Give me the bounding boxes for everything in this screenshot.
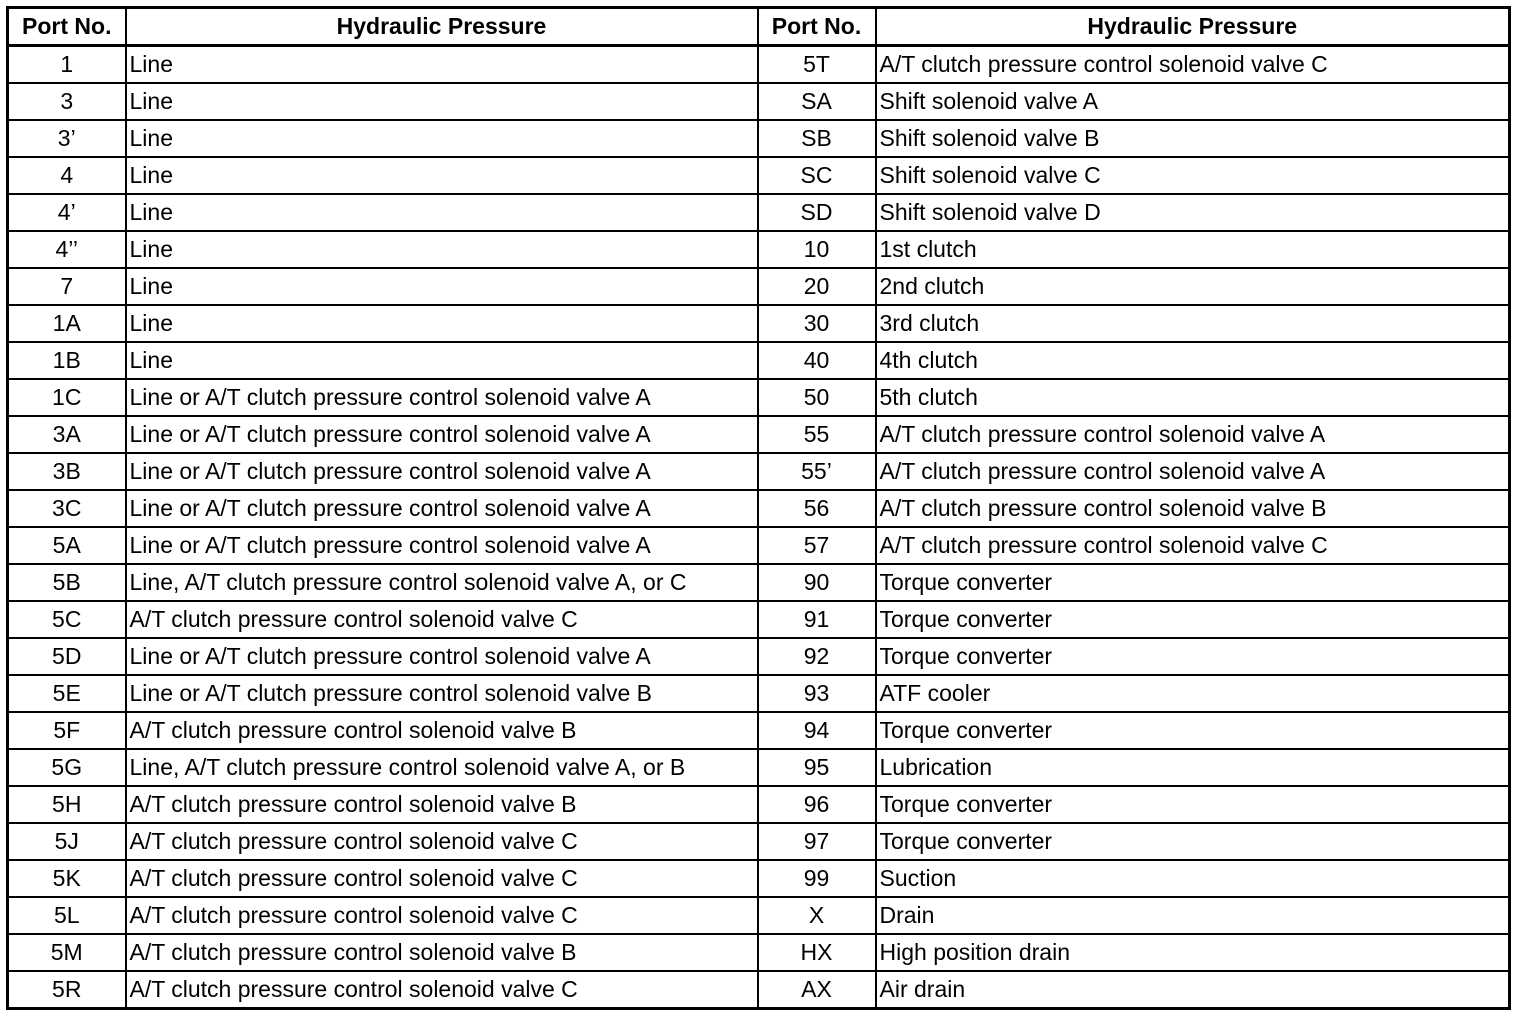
port-number-right: 95 xyxy=(758,749,876,786)
port-number-right: 55’ xyxy=(758,453,876,490)
port-number-right: 10 xyxy=(758,231,876,268)
hydraulic-pressure-left: A/T clutch pressure control solenoid valve B xyxy=(126,712,758,749)
hydraulic-pressure-left: Line or A/T clutch pressure control solenoid valve A xyxy=(126,638,758,675)
hydraulic-pressure-left: A/T clutch pressure control solenoid valve C xyxy=(126,601,758,638)
table-row xyxy=(8,231,1510,268)
hydraulic-pressure-right: Shift solenoid valve C xyxy=(876,157,1510,194)
port-number-left: 5E xyxy=(8,675,126,712)
port-number-left: 7 xyxy=(8,268,126,305)
table-row xyxy=(8,971,1510,1009)
port-number-right: 99 xyxy=(758,860,876,897)
table-row xyxy=(8,194,1510,231)
port-number-left: 5C xyxy=(8,601,126,638)
table-row xyxy=(8,120,1510,157)
port-number-left: 3C xyxy=(8,490,126,527)
hydraulic-pressure-left: Line, A/T clutch pressure control solenoid valve A, or B xyxy=(126,749,758,786)
hydraulic-pressure-right: Torque converter xyxy=(876,564,1510,601)
hydraulic-pressure-left: Line or A/T clutch pressure control solenoid valve A xyxy=(126,527,758,564)
hydraulic-pressure-right: 4th clutch xyxy=(876,342,1510,379)
hydraulic-pressure-left: Line or A/T clutch pressure control solenoid valve A xyxy=(126,416,758,453)
hydraulic-pressure-right: Suction xyxy=(876,860,1510,897)
table-row xyxy=(8,786,1510,823)
port-number-header-left: Port No. xyxy=(8,8,126,46)
port-number-right: 94 xyxy=(758,712,876,749)
port-number-right: 57 xyxy=(758,527,876,564)
hydraulic-pressure-right: 5th clutch xyxy=(876,379,1510,416)
port-number-right: AX xyxy=(758,971,876,1009)
port-number-right: 40 xyxy=(758,342,876,379)
port-number-left: 1 xyxy=(8,46,126,84)
port-number-left: 1C xyxy=(8,379,126,416)
hydraulic-pressure-left: A/T clutch pressure control solenoid valve B xyxy=(126,934,758,971)
port-number-left: 1A xyxy=(8,305,126,342)
port-number-left: 3 xyxy=(8,83,126,120)
hydraulic-pressure-left: Line or A/T clutch pressure control solenoid valve A xyxy=(126,379,758,416)
hydraulic-pressure-right: 2nd clutch xyxy=(876,268,1510,305)
port-number-header-right: Port No. xyxy=(758,8,876,46)
port-number-left: 5A xyxy=(8,527,126,564)
hydraulic-pressure-left: A/T clutch pressure control solenoid valve C xyxy=(126,971,758,1009)
port-pressure-table xyxy=(6,6,1511,1010)
table-row xyxy=(8,527,1510,564)
hydraulic-pressure-left: A/T clutch pressure control solenoid valve C xyxy=(126,860,758,897)
hydraulic-pressure-right: Drain xyxy=(876,897,1510,934)
port-number-right: 93 xyxy=(758,675,876,712)
hydraulic-pressure-right: Shift solenoid valve D xyxy=(876,194,1510,231)
port-number-right: SB xyxy=(758,120,876,157)
port-number-right: HX xyxy=(758,934,876,971)
table-row xyxy=(8,601,1510,638)
port-number-right: 92 xyxy=(758,638,876,675)
hydraulic-pressure-right: 1st clutch xyxy=(876,231,1510,268)
table-row xyxy=(8,712,1510,749)
hydraulic-pressure-left: Line xyxy=(126,120,758,157)
hydraulic-pressure-right: Torque converter xyxy=(876,638,1510,675)
port-number-left: 5F xyxy=(8,712,126,749)
table-row xyxy=(8,638,1510,675)
table-body xyxy=(8,46,1510,1009)
port-number-left: 5R xyxy=(8,971,126,1009)
table-row xyxy=(8,934,1510,971)
hydraulic-pressure-header-right: Hydraulic Pressure xyxy=(876,8,1510,46)
port-number-left: 5L xyxy=(8,897,126,934)
hydraulic-pressure-right: High position drain xyxy=(876,934,1510,971)
port-number-right: SA xyxy=(758,83,876,120)
port-number-right: 90 xyxy=(758,564,876,601)
hydraulic-pressure-left: Line or A/T clutch pressure control solenoid valve B xyxy=(126,675,758,712)
port-number-left: 5H xyxy=(8,786,126,823)
table-row xyxy=(8,749,1510,786)
port-number-left: 5D xyxy=(8,638,126,675)
hydraulic-pressure-left: Line xyxy=(126,231,758,268)
hydraulic-pressure-right: A/T clutch pressure control solenoid valve C xyxy=(876,46,1510,84)
table-row xyxy=(8,453,1510,490)
hydraulic-pressure-right: ATF cooler xyxy=(876,675,1510,712)
port-number-right: SD xyxy=(758,194,876,231)
hydraulic-pressure-header-left: Hydraulic Pressure xyxy=(126,8,758,46)
hydraulic-pressure-left: Line or A/T clutch pressure control solenoid valve A xyxy=(126,453,758,490)
table-row xyxy=(8,490,1510,527)
port-number-left: 5B xyxy=(8,564,126,601)
port-number-left: 5M xyxy=(8,934,126,971)
hydraulic-pressure-right: A/T clutch pressure control solenoid valve A xyxy=(876,453,1510,490)
port-number-left: 3’ xyxy=(8,120,126,157)
port-number-left: 5J xyxy=(8,823,126,860)
port-number-right: 50 xyxy=(758,379,876,416)
hydraulic-pressure-left: Line xyxy=(126,342,758,379)
table-row xyxy=(8,416,1510,453)
table-row xyxy=(8,823,1510,860)
table-row xyxy=(8,860,1510,897)
port-number-right: 56 xyxy=(758,490,876,527)
port-number-right: 5T xyxy=(758,46,876,84)
port-number-right: 55 xyxy=(758,416,876,453)
table-row xyxy=(8,675,1510,712)
port-number-right: 91 xyxy=(758,601,876,638)
port-number-left: 3A xyxy=(8,416,126,453)
table-row xyxy=(8,83,1510,120)
hydraulic-pressure-right: Torque converter xyxy=(876,786,1510,823)
table-row xyxy=(8,46,1510,84)
table-row xyxy=(8,157,1510,194)
hydraulic-pressure-left: Line xyxy=(126,83,758,120)
hydraulic-pressure-right: Torque converter xyxy=(876,823,1510,860)
port-number-left: 4’’ xyxy=(8,231,126,268)
hydraulic-pressure-right: Torque converter xyxy=(876,712,1510,749)
table-row xyxy=(8,268,1510,305)
table-row xyxy=(8,342,1510,379)
port-number-left: 4’ xyxy=(8,194,126,231)
port-number-left: 3B xyxy=(8,453,126,490)
port-number-left: 4 xyxy=(8,157,126,194)
hydraulic-pressure-right: Lubrication xyxy=(876,749,1510,786)
table-row xyxy=(8,379,1510,416)
table-row xyxy=(8,897,1510,934)
hydraulic-pressure-left: Line xyxy=(126,305,758,342)
hydraulic-pressure-left: Line xyxy=(126,194,758,231)
hydraulic-pressure-right: A/T clutch pressure control solenoid valve C xyxy=(876,527,1510,564)
hydraulic-pressure-left: A/T clutch pressure control solenoid valve C xyxy=(126,897,758,934)
port-number-right: X xyxy=(758,897,876,934)
hydraulic-pressure-left: Line xyxy=(126,157,758,194)
hydraulic-pressure-left: Line, A/T clutch pressure control solenoid valve A, or C xyxy=(126,564,758,601)
hydraulic-pressure-right: Shift solenoid valve A xyxy=(876,83,1510,120)
port-number-right: SC xyxy=(758,157,876,194)
hydraulic-pressure-left: A/T clutch pressure control solenoid valve B xyxy=(126,786,758,823)
port-number-right: 20 xyxy=(758,268,876,305)
port-number-left: 1B xyxy=(8,342,126,379)
port-number-right: 96 xyxy=(758,786,876,823)
port-number-left: 5G xyxy=(8,749,126,786)
table-row xyxy=(8,305,1510,342)
hydraulic-pressure-left: Line xyxy=(126,268,758,305)
hydraulic-pressure-right: Air drain xyxy=(876,971,1510,1009)
hydraulic-pressure-left: A/T clutch pressure control solenoid valve C xyxy=(126,823,758,860)
header-row xyxy=(8,8,1510,46)
hydraulic-pressure-right: A/T clutch pressure control solenoid valve B xyxy=(876,490,1510,527)
port-number-left: 5K xyxy=(8,860,126,897)
hydraulic-pressure-left: Line xyxy=(126,46,758,84)
port-number-right: 30 xyxy=(758,305,876,342)
hydraulic-pressure-left: Line or A/T clutch pressure control solenoid valve A xyxy=(126,490,758,527)
hydraulic-pressure-right: Shift solenoid valve B xyxy=(876,120,1510,157)
port-number-right: 97 xyxy=(758,823,876,860)
hydraulic-pressure-right: Torque converter xyxy=(876,601,1510,638)
table-row xyxy=(8,564,1510,601)
hydraulic-pressure-right: 3rd clutch xyxy=(876,305,1510,342)
hydraulic-pressure-right: A/T clutch pressure control solenoid valve A xyxy=(876,416,1510,453)
